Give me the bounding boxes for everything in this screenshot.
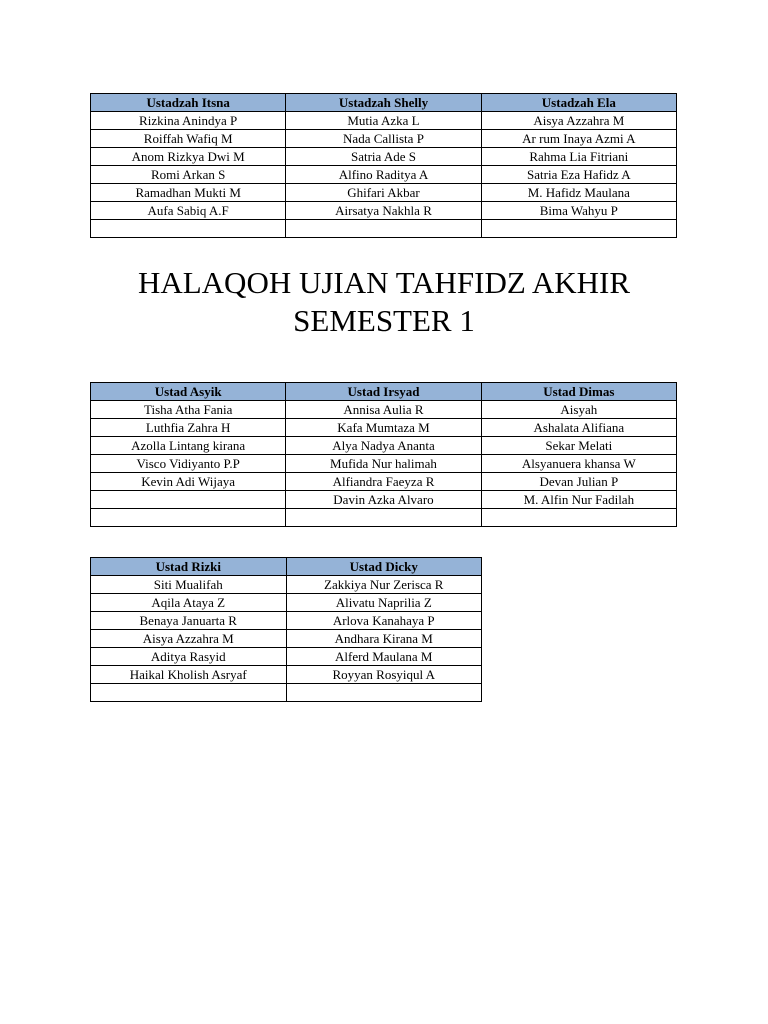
table-cell: Satria Eza Hafidz A xyxy=(481,166,676,184)
table-row xyxy=(91,455,677,473)
table-row xyxy=(91,148,677,166)
table-header-row xyxy=(91,558,482,576)
table-header-row xyxy=(91,94,677,112)
table-row xyxy=(91,576,482,594)
column-header: Ustadzah Itsna xyxy=(91,94,286,112)
table-cell: Siti Mualifah xyxy=(91,576,287,594)
table-cell xyxy=(91,509,286,527)
table-row xyxy=(91,648,482,666)
document-title-line-2: SEMESTER 1 xyxy=(293,303,475,338)
table-cell: Tisha Atha Fania xyxy=(91,401,286,419)
table-cell: Alivatu Naprilia Z xyxy=(286,594,482,612)
table-cell: Ramadhan Mukti M xyxy=(91,184,286,202)
table-row-empty xyxy=(91,220,677,238)
table-cell: Ghifari Akbar xyxy=(286,184,481,202)
table-cell: Alsyanuera khansa W xyxy=(481,455,676,473)
table-cell: Ar rum Inaya Azmi A xyxy=(481,130,676,148)
table-cell: Aisya Azzahra M xyxy=(481,112,676,130)
table-cell: Rahma Lia Fitriani xyxy=(481,148,676,166)
table-cell: Aqila Ataya Z xyxy=(91,594,287,612)
table-row xyxy=(91,612,482,630)
table-cell: Royyan Rosyiqul A xyxy=(286,666,482,684)
table-cell: Andhara Kirana M xyxy=(286,630,482,648)
column-header: Ustad Dicky xyxy=(286,558,482,576)
table-row xyxy=(91,184,677,202)
document-title-line-1: HALAQOH UJIAN TAHFIDZ AKHIR xyxy=(137,265,631,300)
table-cell: Visco Vidiyanto P.P xyxy=(91,455,286,473)
table-cell: Luthfia Zahra H xyxy=(91,419,286,437)
table-cell: Mutia Azka L xyxy=(286,112,481,130)
table-cell xyxy=(286,684,482,702)
table-cell: Benaya Januarta R xyxy=(91,612,287,630)
table-row xyxy=(91,630,482,648)
column-header: Ustadzah Ela xyxy=(481,94,676,112)
table-cell: M. Hafidz Maulana xyxy=(481,184,676,202)
table-cell: Mufida Nur halimah xyxy=(286,455,481,473)
table-cell: Haikal Kholish Asryaf xyxy=(91,666,287,684)
table-row xyxy=(91,594,482,612)
table-row xyxy=(91,112,677,130)
table-row xyxy=(91,166,677,184)
table-row xyxy=(91,202,677,220)
table-row-empty xyxy=(91,509,677,527)
column-header: Ustad Rizki xyxy=(91,558,287,576)
table-row-empty xyxy=(91,684,482,702)
table-cell: Rizkina Anindya P xyxy=(91,112,286,130)
table-cell: Sekar Melati xyxy=(481,437,676,455)
table-cell: Aufa Sabiq A.F xyxy=(91,202,286,220)
table-cell: Annisa Aulia R xyxy=(286,401,481,419)
table-row xyxy=(91,401,677,419)
column-header: Ustad Asyik xyxy=(91,383,286,401)
table-cell: Ashalata Alifiana xyxy=(481,419,676,437)
halaqoh-table-ustad-b xyxy=(90,557,482,702)
table-cell: M. Alfin Nur Fadilah xyxy=(481,491,676,509)
table-cell: Alferd Maulana M xyxy=(286,648,482,666)
table-header-row xyxy=(91,383,677,401)
table-cell: Alya Nadya Ananta xyxy=(286,437,481,455)
table-row xyxy=(91,491,677,509)
table-row xyxy=(91,666,482,684)
table-cell: Alfiandra Faeyza R xyxy=(286,473,481,491)
table-cell xyxy=(91,220,286,238)
table-cell: Alfino Raditya A xyxy=(286,166,481,184)
table-cell xyxy=(286,220,481,238)
table-row xyxy=(91,437,677,455)
table-cell: Azolla Lintang kirana xyxy=(91,437,286,455)
halaqoh-table-ustad-a xyxy=(90,382,677,527)
table-cell: Davin Azka Alvaro xyxy=(286,491,481,509)
table-cell: Bima Wahyu P xyxy=(481,202,676,220)
table-cell xyxy=(286,509,481,527)
table-cell xyxy=(91,491,286,509)
table-cell xyxy=(481,220,676,238)
table-cell xyxy=(91,684,287,702)
table-cell: Nada Callista P xyxy=(286,130,481,148)
table-cell: Devan Julian P xyxy=(481,473,676,491)
column-header: Ustad Dimas xyxy=(481,383,676,401)
column-header: Ustad Irsyad xyxy=(286,383,481,401)
table-cell: Aditya Rasyid xyxy=(91,648,287,666)
table-cell: Arlova Kanahaya P xyxy=(286,612,482,630)
column-header: Ustadzah Shelly xyxy=(286,94,481,112)
table-cell: Airsatya Nakhla R xyxy=(286,202,481,220)
table-row xyxy=(91,130,677,148)
table-cell: Satria Ade S xyxy=(286,148,481,166)
table-cell: Roiffah Wafiq M xyxy=(91,130,286,148)
document-title xyxy=(0,264,768,340)
halaqoh-table-ustadzah xyxy=(90,93,677,238)
table-cell: Kevin Adi Wijaya xyxy=(91,473,286,491)
table-cell: Zakkiya Nur Zerisca R xyxy=(286,576,482,594)
table-cell: Aisyah xyxy=(481,401,676,419)
table-cell: Aisya Azzahra M xyxy=(91,630,287,648)
table-row xyxy=(91,473,677,491)
table-cell: Anom Rizkya Dwi M xyxy=(91,148,286,166)
table-cell: Romi Arkan S xyxy=(91,166,286,184)
table-cell xyxy=(481,509,676,527)
table-cell: Kafa Mumtaza M xyxy=(286,419,481,437)
table-row xyxy=(91,419,677,437)
